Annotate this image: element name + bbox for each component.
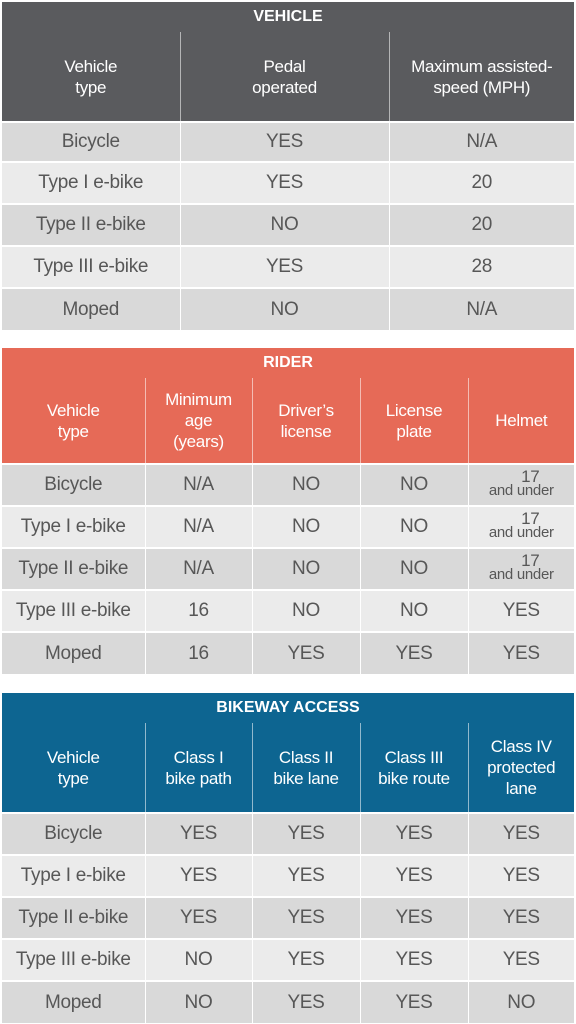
access-title-row [2,693,574,723]
cell-license: NO [252,506,360,548]
cell-vehicle: Type I e-bike [2,855,145,897]
bikeway-access-table [2,693,574,1023]
cell-speed: 28 [389,246,574,288]
cell-vehicle: Type III e-bike [2,939,145,981]
access-header-row [2,723,574,813]
rider-header-plate: License plate [360,378,468,464]
table-row [2,939,574,981]
cell-plate: NO [360,548,468,590]
rider-header-row [2,378,574,464]
table-row [2,288,574,330]
cell-plate: NO [360,464,468,506]
cell-vehicle: Type III e-bike [2,590,145,632]
cell-class1: YES [145,855,252,897]
table-row [2,855,574,897]
cell-min-age: N/A [145,548,252,590]
cell-pedal: YES [180,122,389,162]
cell-vehicle: Bicycle [2,464,145,506]
cell-class4: YES [468,855,574,897]
access-header-class4: Class IV protected lane [468,723,574,813]
access-header-class1: Class I bike path [145,723,252,813]
cell-class2: YES [252,813,360,855]
access-header-vehicle-type: Vehicle type [46,747,100,788]
table-row [2,204,574,246]
cell-license: NO [252,548,360,590]
cell-helmet: 17 and under [468,548,574,590]
cell-helmet: YES [468,632,574,674]
cell-pedal: YES [180,162,389,204]
cell-vehicle: Type II e-bike [2,897,145,939]
cell-vehicle: Type III e-bike [2,246,180,288]
cell-vehicle: Type II e-bike [2,204,180,246]
cell-class4: YES [468,813,574,855]
cell-plate: NO [360,506,468,548]
cell-pedal: NO [180,204,389,246]
vehicle-title-row [2,2,574,32]
cell-class3: YES [360,897,468,939]
cell-helmet: 17 and under [468,464,574,506]
cell-class3: YES [360,939,468,981]
cell-class3: YES [360,813,468,855]
vehicle-header-pedal: Pedal operated [180,32,389,122]
cell-helmet: YES [468,590,574,632]
cell-speed: 20 [389,204,574,246]
cell-plate: NO [360,590,468,632]
cell-speed: N/A [389,288,574,330]
cell-speed: 20 [389,162,574,204]
cell-min-age: N/A [145,506,252,548]
cell-vehicle: Moped [2,288,180,330]
rider-header-helmet: Helmet [468,378,574,464]
cell-min-age: 16 [145,632,252,674]
rider-title-row [2,348,574,378]
cell-vehicle: Type I e-bike [2,506,145,548]
vehicle-title: VEHICLE [253,8,323,25]
cell-vehicle: Moped [2,632,145,674]
cell-class1: NO [145,981,252,1023]
rider-header-vehicle-type: Vehicle type [46,400,100,441]
cell-class2: YES [252,855,360,897]
table-row [2,122,574,162]
cell-plate: YES [360,632,468,674]
table-row [2,506,574,548]
vehicle-header-max-speed: Maximum assisted-speed (MPH) [389,32,574,122]
cell-vehicle: Moped [2,981,145,1023]
vehicle-header-row [2,32,574,122]
access-header-class3: Class III bike route [360,723,468,813]
cell-min-age: N/A [145,464,252,506]
table-row [2,246,574,288]
cell-license: NO [252,464,360,506]
cell-min-age: 16 [145,590,252,632]
access-header-class2: Class II bike lane [252,723,360,813]
cell-class3: YES [360,855,468,897]
cell-class4: YES [468,897,574,939]
table-row [2,548,574,590]
cell-class2: YES [252,981,360,1023]
cell-class1: YES [145,813,252,855]
table-row [2,981,574,1023]
cell-vehicle: Bicycle [2,813,145,855]
rider-header-license: Driver’s license [252,378,360,464]
cell-vehicle: Type II e-bike [2,548,145,590]
table-row [2,162,574,204]
table-row [2,632,574,674]
cell-pedal: NO [180,288,389,330]
rider-table [2,348,574,674]
cell-class1: YES [145,897,252,939]
cell-pedal: YES [180,246,389,288]
cell-class1: NO [145,939,252,981]
vehicle-header-vehicle-type: Vehicle type [64,56,118,97]
table-row [2,897,574,939]
vehicle-table [2,2,574,330]
cell-class3: YES [360,981,468,1023]
cell-class2: YES [252,897,360,939]
cell-speed: N/A [389,122,574,162]
cell-license: YES [252,632,360,674]
rider-title: RIDER [263,354,313,371]
cell-class4: NO [468,981,574,1023]
table-row [2,590,574,632]
rider-header-min-age: Minimum age (years) [145,378,252,464]
cell-helmet: 17 and under [468,506,574,548]
table-row [2,813,574,855]
access-title: BIKEWAY ACCESS [216,699,360,716]
cell-class2: YES [252,939,360,981]
cell-vehicle: Type I e-bike [2,162,180,204]
table-row [2,464,574,506]
cell-license: NO [252,590,360,632]
cell-class4: YES [468,939,574,981]
cell-vehicle: Bicycle [2,122,180,162]
